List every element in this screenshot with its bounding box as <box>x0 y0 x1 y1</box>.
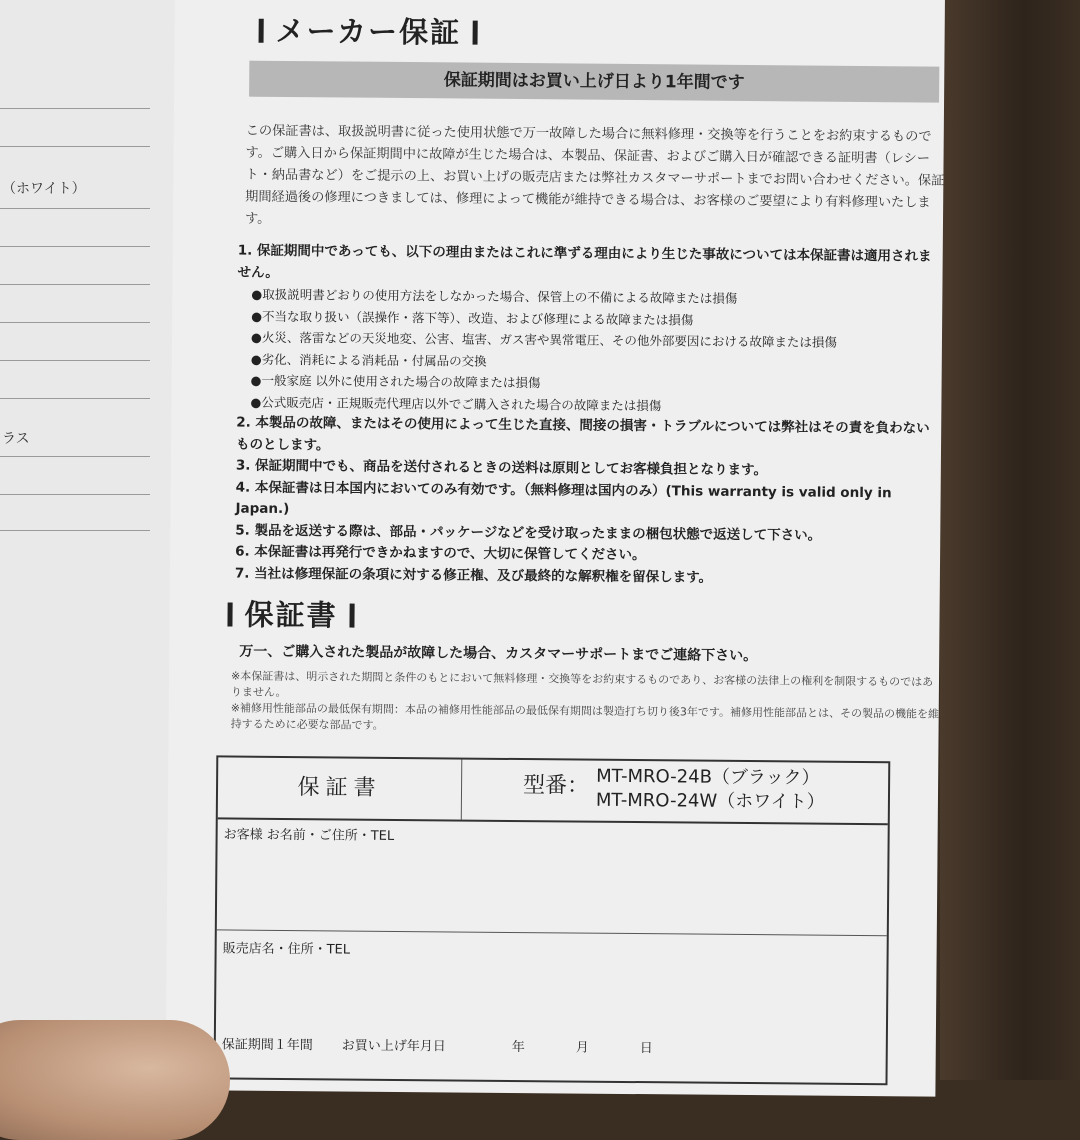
thumb <box>0 1020 230 1140</box>
card-header <box>218 757 889 825</box>
model-label: 型番： <box>522 773 590 799</box>
term-item: 4. 本保証書は日本国内においてのみ有効です。（無料修理は国内のみ）(This warranty is valid only in Japan.) <box>235 479 892 518</box>
note-rights: ※本保証書は、明示された期間と条件のもとにおいて無料修理・交換等をお約束するものであり、お客様の法律上の権利を制限するものではありません。 <box>230 669 934 699</box>
notes <box>231 669 942 739</box>
warranty-card-heading: 保証書 <box>215 592 366 634</box>
maker-warranty-heading: メーカー保証 <box>246 9 490 52</box>
model-numbers <box>596 765 825 815</box>
term-item: 5. 製品を返送する際は、部品・パッケージなどを受け取ったままの梱包状態で返送して下さい。 <box>235 522 822 544</box>
customer-field-label: お客様 お名前・ご住所・TEL <box>223 827 395 844</box>
intro-paragraph: この保証書は、取扱説明書に従った使用状態で万一故障した場合に無料修理・交換等を行うことをお約束するものです。ご購入日から保証期間中に故障が生じた場合は、本製品、保証書、およびご購入日が確認できる証明書（レシート・納品書など）をご提示の上、お買い上げの販売店または弊社カスタマーサポートまでお問い合わせください。保証期間経過後の修理につきましては、修理によって機能が維持できる場合は、お客様のご要望により有料修理いたします。 <box>244 123 945 227</box>
store-field-label: 販売店名・住所・TEL <box>222 941 351 958</box>
warranty-page <box>165 0 945 1097</box>
term-item: 1. 保証期間中であっても、以下の理由またはこれに準ずる理由により生じた事故については本保証書は適用されません。 <box>237 242 932 281</box>
contact-instruction: 万一、ご購入された製品が故障した場合、カスタマーサポートまでご連絡下さい。 <box>239 643 758 665</box>
day-label: 日 <box>639 1041 653 1057</box>
warranty-period-banner: 保証期間はお買い上げ日より1年間です <box>249 61 939 103</box>
model-black: MT-MRO-24B（ブラック） <box>596 765 820 789</box>
term-subitem: ●火災、落雷などの天災地変、公害、塩害、ガス害や異常電圧、その他外部要因における故障または損傷 <box>250 329 837 350</box>
year-label: 年 <box>511 1039 525 1056</box>
term-item: 3. 保証期間中でも、商品を送付されるときの送料は原則としてお客様負担となります。 <box>235 457 768 479</box>
left-snippet-glass: ラス <box>2 431 30 447</box>
card-title: 保証書 <box>218 757 463 819</box>
term-item: 7. 当社は修理保証の条項に対する修正権、及び最終的な解釈権を留保します。 <box>234 565 713 586</box>
term-subitem: ●取扱説明書どおりの使用方法をしなかった場合、保管上の不備による故障または損傷 <box>251 286 738 306</box>
note-parts: ※補修用性能部品の最低保有期間：本品の補修用性能部品の最低保有期間は製造打ち切り後3年です。補修用性能部品とは、その製品の機能を維持するために必要な部品です。 <box>230 701 940 732</box>
term-subitem: ●一般家庭 以外に使用された場合の故障または損傷 <box>250 372 541 391</box>
background-table <box>940 0 1080 1080</box>
term-subitem: ●公式販売店・正規販売代理店以外でご購入された場合の故障または損傷 <box>250 394 662 413</box>
left-snippet-white: （ホワイト） <box>2 181 86 197</box>
term-item: 2. 本製品の故障、またはその使用によって生じた直接、間接の損害・トラブルについては弊社はその責を負わないものとします。 <box>235 414 930 453</box>
month-label: 月 <box>575 1040 589 1056</box>
warranty-card <box>213 755 890 1085</box>
model-white: MT-MRO-24W（ホワイト） <box>595 789 825 813</box>
purchase-date-label: お買い上げ年月日 <box>341 1038 446 1055</box>
warranty-period-label: 保証期間１年間 <box>221 1037 313 1054</box>
term-subitem: ●劣化、消耗による消耗品・付属品の交換 <box>250 351 487 369</box>
term-subitem: ●不当な取り扱い（誤操作・落下等）、改造、および修理による故障または損傷 <box>251 308 694 328</box>
term-item: 6. 本保証書は再発行できかねますので、大切に保管してください。 <box>235 543 646 564</box>
warranty-terms-list <box>235 241 943 591</box>
